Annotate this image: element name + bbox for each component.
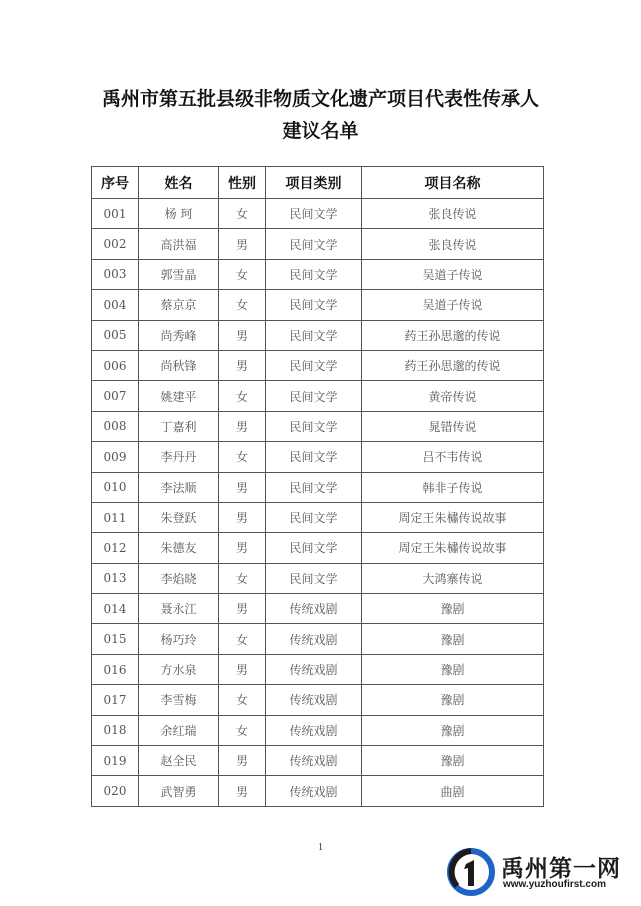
project-cell: 张良传说: [362, 199, 544, 229]
serial-cell: 016: [92, 654, 139, 684]
table-row: [92, 229, 544, 259]
gender-cell: 男: [219, 533, 266, 563]
category-cell: 民间文学: [266, 320, 362, 350]
project-cell: 吕不韦传说: [362, 442, 544, 472]
gender-cell: 男: [219, 502, 266, 532]
serial-cell: 011: [92, 502, 139, 532]
gender-cell: 男: [219, 746, 266, 776]
document-subtitle: 建议名单: [282, 120, 359, 142]
table-row: [92, 350, 544, 380]
serial-cell: 020: [92, 776, 139, 806]
category-cell: 民间文学: [266, 563, 362, 593]
category-cell: 民间文学: [266, 290, 362, 320]
project-cell: 豫剧: [362, 654, 544, 684]
gender-cell: 男: [219, 411, 266, 441]
serial-cell: 006: [92, 350, 139, 380]
table-row: [92, 594, 544, 624]
gender-cell: 女: [219, 381, 266, 411]
table-row: [92, 411, 544, 441]
project-cell: 吴道子传说: [362, 290, 544, 320]
name-cell: 李雪梅: [139, 685, 219, 715]
site-logo: [447, 848, 627, 896]
name-cell: 聂永江: [139, 594, 219, 624]
gender-cell: 女: [219, 199, 266, 229]
table-row: [92, 290, 544, 320]
name-cell: 李法顺: [139, 472, 219, 502]
table-row: [92, 533, 544, 563]
project-cell: 豫剧: [362, 746, 544, 776]
project-cell: 豫剧: [362, 594, 544, 624]
serial-cell: 005: [92, 320, 139, 350]
name-cell: 赵全民: [139, 746, 219, 776]
table-row: [92, 320, 544, 350]
project-cell: 药王孙思邈的传说: [362, 350, 544, 380]
page-number: 1: [318, 842, 323, 853]
table-row: [92, 199, 544, 229]
name-cell: 杨巧玲: [139, 624, 219, 654]
serial-cell: 012: [92, 533, 139, 563]
logo-mark-icon: [447, 848, 495, 896]
serial-cell: 008: [92, 411, 139, 441]
header-project: 项目名称: [362, 167, 544, 199]
gender-cell: 男: [219, 472, 266, 502]
project-cell: 豫剧: [362, 685, 544, 715]
category-cell: 民间文学: [266, 411, 362, 441]
serial-cell: 001: [92, 199, 139, 229]
gender-cell: 男: [219, 350, 266, 380]
table-row: [92, 381, 544, 411]
category-cell: 民间文学: [266, 199, 362, 229]
name-cell: 武智勇: [139, 776, 219, 806]
serial-cell: 015: [92, 624, 139, 654]
category-cell: 传统戏剧: [266, 624, 362, 654]
name-cell: 朱登跃: [139, 502, 219, 532]
serial-cell: 018: [92, 715, 139, 745]
name-cell: 蔡京京: [139, 290, 219, 320]
serial-cell: 019: [92, 746, 139, 776]
category-cell: 传统戏剧: [266, 715, 362, 745]
project-cell: 张良传说: [362, 229, 544, 259]
category-cell: 传统戏剧: [266, 685, 362, 715]
serial-cell: 003: [92, 259, 139, 289]
gender-cell: 女: [219, 715, 266, 745]
project-cell: 药王孙思邈的传说: [362, 320, 544, 350]
name-cell: 郭雪晶: [139, 259, 219, 289]
gender-cell: 女: [219, 290, 266, 320]
gender-cell: 男: [219, 320, 266, 350]
category-cell: 传统戏剧: [266, 594, 362, 624]
gender-cell: 男: [219, 654, 266, 684]
gender-cell: 女: [219, 563, 266, 593]
category-cell: 民间文学: [266, 229, 362, 259]
category-cell: 民间文学: [266, 442, 362, 472]
project-cell: 豫剧: [362, 624, 544, 654]
name-cell: 李焰晓: [139, 563, 219, 593]
table-header-row: [92, 167, 544, 199]
table-row: [92, 746, 544, 776]
project-cell: 黄帝传说: [362, 381, 544, 411]
name-cell: 丁嘉利: [139, 411, 219, 441]
project-cell: 周定王朱橚传说故事: [362, 502, 544, 532]
logo-name: 禹州第一网: [501, 856, 621, 882]
name-cell: 李丹丹: [139, 442, 219, 472]
table-header: [92, 167, 544, 199]
header-gender: 性别: [219, 167, 266, 199]
logo-url: www.yuzhoufirst.com: [503, 879, 606, 890]
table-row: [92, 502, 544, 532]
category-cell: 传统戏剧: [266, 746, 362, 776]
category-cell: 民间文学: [266, 502, 362, 532]
table-row: [92, 624, 544, 654]
table-row: [92, 259, 544, 289]
inheritors-table: [91, 166, 544, 807]
name-cell: 高洪福: [139, 229, 219, 259]
serial-cell: 017: [92, 685, 139, 715]
serial-cell: 014: [92, 594, 139, 624]
category-cell: 传统戏剧: [266, 654, 362, 684]
table-row: [92, 776, 544, 806]
category-cell: 传统戏剧: [266, 776, 362, 806]
serial-cell: 004: [92, 290, 139, 320]
table-row: [92, 472, 544, 502]
table-row: [92, 685, 544, 715]
category-cell: 民间文学: [266, 381, 362, 411]
serial-cell: 009: [92, 442, 139, 472]
document-title: 禹州市第五批县级非物质文化遗产项目代表性传承人: [101, 88, 539, 110]
name-cell: 杨 珂: [139, 199, 219, 229]
project-cell: 周定王朱橚传说故事: [362, 533, 544, 563]
serial-cell: 002: [92, 229, 139, 259]
gender-cell: 女: [219, 685, 266, 715]
gender-cell: 男: [219, 776, 266, 806]
project-cell: 吴道子传说: [362, 259, 544, 289]
header-category: 项目类别: [266, 167, 362, 199]
serial-cell: 007: [92, 381, 139, 411]
category-cell: 民间文学: [266, 350, 362, 380]
gender-cell: 女: [219, 442, 266, 472]
project-cell: 大鸿寨传说: [362, 563, 544, 593]
table-row: [92, 654, 544, 684]
name-cell: 朱德友: [139, 533, 219, 563]
name-cell: 余红瑞: [139, 715, 219, 745]
gender-cell: 男: [219, 594, 266, 624]
table-row: [92, 715, 544, 745]
name-cell: 方水泉: [139, 654, 219, 684]
table-row: [92, 442, 544, 472]
name-cell: 姚建平: [139, 381, 219, 411]
project-cell: 豫剧: [362, 715, 544, 745]
table-row: [92, 563, 544, 593]
project-cell: 曲剧: [362, 776, 544, 806]
category-cell: 民间文学: [266, 472, 362, 502]
name-cell: 尚秋锋: [139, 350, 219, 380]
project-cell: 韩非子传说: [362, 472, 544, 502]
category-cell: 民间文学: [266, 533, 362, 563]
header-serial: 序号: [92, 167, 139, 199]
serial-cell: 013: [92, 563, 139, 593]
name-cell: 尚秀峰: [139, 320, 219, 350]
gender-cell: 女: [219, 624, 266, 654]
gender-cell: 女: [219, 259, 266, 289]
project-cell: 晁错传说: [362, 411, 544, 441]
header-name: 姓名: [139, 167, 219, 199]
category-cell: 民间文学: [266, 259, 362, 289]
serial-cell: 010: [92, 472, 139, 502]
gender-cell: 男: [219, 229, 266, 259]
table-body: [92, 199, 544, 807]
